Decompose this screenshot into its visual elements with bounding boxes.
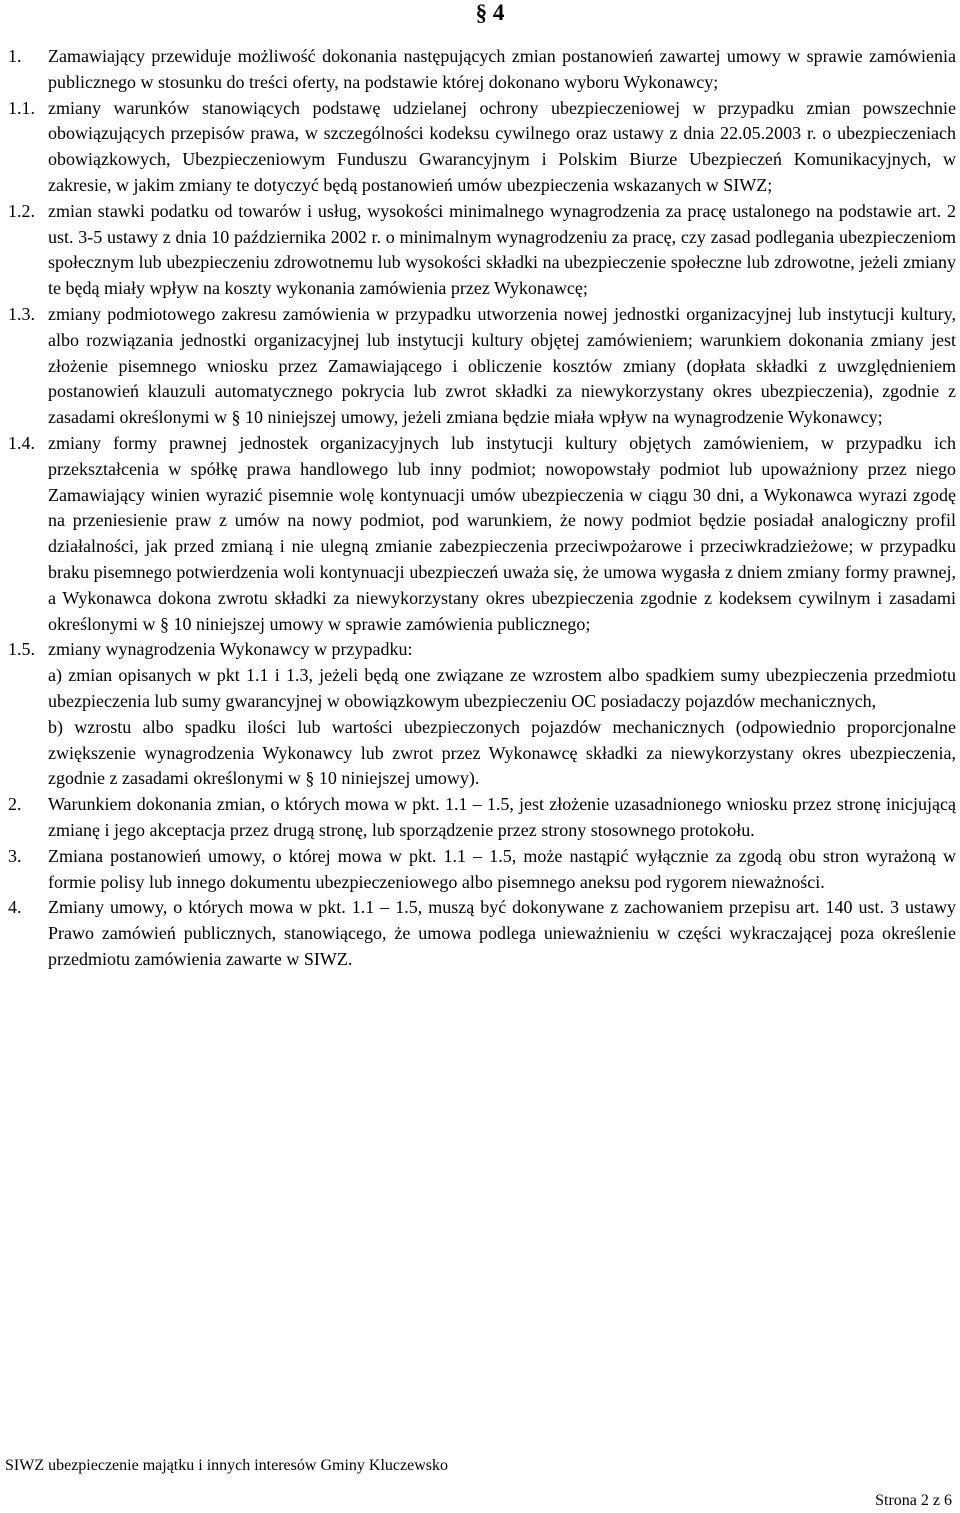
- item-text: zmiany formy prawnej jednostek organizacyjnych lub instytucji kultury objętych zamówieniem, w przypadku ich przekształcenia w spółkę prawa handlowego lub inny podmiot; nowopowstały podmiot lub upoważniony przez niego Zamawiający winien wyrazić pisemnie wolę kontynuacji umów ubezpieczenia w ciągu 30 dni, a Wykonawca wyrazi zgodę na przeniesienie praw z umów na nowy podmiot, pod warunkiem, że nowy podmiot będzie posiadał analogiczny profil działalności, jak przed zmianą i nie ulegną zmianie zabezpieczenia przeciwpożarowe i przeciwkradzieżowe; w przypadku braku pisemnego potwierdzenia woli kontynuacji ubezpieczeń uważa się, że umowa wygasła z dniem zmiany formy prawnej, a Wykonawca dokona zwrotu składki za niewykorzystany okres ubezpieczenia zgodnie z kodeksem cywilnym i zasadami określonymi w § 10 niniejszej umowy w sprawie zamówienia publicznego;: [48, 432, 956, 634]
- item-number: 2.: [8, 794, 22, 815]
- page-number: Strona 2 z 6: [875, 1492, 952, 1509]
- sub-item-label: a): [48, 665, 62, 686]
- sub-item-text: wzrostu albo spadku ilości lub wartości ubezpieczonych pojazdów mechanicznych (odpowiednio proporcjonalne zwiększenie wynagrodzenia Wykonawcy lub zwrot przez Wykonawcę składki za niewykorzystany okres ubezpieczenia, zgodnie z zasadami określonymi w § 10 niniejszej umowy).: [48, 716, 956, 789]
- list-item-1-1: [8, 96, 956, 199]
- list-item-1-2: [8, 199, 956, 302]
- item-text: Zamawiający przewiduje możliwość dokonania następujących zmian postanowień zawartej umowy w sprawie zamówienia publicznego w stosunku do treści oferty, na podstawie której dokonano wyboru Wykonawcy;: [48, 46, 956, 92]
- list-item-2: [8, 792, 956, 844]
- item-text: zmiany wynagrodzenia Wykonawcy w przypadku:: [48, 639, 413, 660]
- item-text: Zmiana postanowień umowy, o której mowa w pkt. 1.1 – 1.5, może nastąpić wyłącznie za zgodą obu stron wyrażoną w formie polisy lub innego dokumentu ubezpieczeniowego albo pisemnego aneksu pod rygorem nieważności.: [48, 845, 956, 892]
- footer-document-title: SIWZ ubezpieczenie majątku i innych interesów Gminy Kluczewsko: [5, 1457, 448, 1474]
- item-number: 1.4.: [8, 432, 35, 453]
- sub-item-label: b): [48, 716, 63, 737]
- section-title: § 4: [475, 0, 505, 25]
- item-number: 3.: [8, 845, 22, 866]
- list-item-1-3: [8, 302, 956, 431]
- item-text: zmian stawki podatku od towarów i usług, wysokości minimalnego wynagrodzenia za pracę ustalonego na podstawie art. 2 ust. 3-5 ustawy z dnia 10 października 2002 r. o minimalnym wynagrodzeniu za pracę, czy zasad podlegania ubezpieczeniom społecznym lub ubezpieczeniu zdrowotnemu lub wysokości składki na ubezpieczenie społeczne lub zdrowotne, jeżeli zmiany te będą miały wpływ na koszty wykonania zamówienia przez Wykonawcę;: [48, 200, 956, 299]
- item-number: 1.1.: [8, 97, 35, 118]
- item-text: Warunkiem dokonania zmian, o których mowa w pkt. 1.1 – 1.5, jest złożenie uzasadnionego wniosku przez stronę inicjującą zmianę i jego akceptacja przez drugą stronę, lub sporządzenie przez strony stosownego protokołu.: [48, 794, 956, 840]
- list-item-3: [8, 844, 956, 896]
- sub-item-b: [48, 715, 956, 792]
- item-number: 1.2.: [8, 200, 35, 221]
- item-number: 1.5.: [8, 639, 35, 660]
- list-item-1-5: [8, 637, 956, 663]
- document-body: [8, 44, 956, 973]
- item-number: 4.: [8, 897, 22, 918]
- list-item-1-4: [8, 431, 956, 637]
- item-text: Zmiany umowy, o których mowa w pkt. 1.1 – 1.5, muszą być dokonywane z zachowaniem przepisu art. 140 ust. 3 ustawy Prawo zamówień publicznych, stanowiącego, że umowa podlega unieważnieniu w części wykraczającej poza określenie przedmiotu zamówienia zawarte w SIWZ.: [48, 897, 956, 969]
- item-number: 1.3.: [8, 303, 35, 324]
- list-item-4: [8, 895, 956, 972]
- item-text: zmiany warunków stanowiących podstawę udzielanej ochrony ubezpieczeniowej w przypadku zmian powszechnie obowiązujących przepisów prawa, w szczególności kodeksu cywilnego oraz ustawy z dnia 22.05.2003 r. o ubezpieczeniach obowiązkowych, Ubezpieczeniowym Funduszu Gwarancyjnym i Polskim Biurze Ubezpieczeń Komunikacyjnych, w zakresie, w jakim zmiany te dotyczyć będą postanowień umów ubezpieczenia wskazanych w SIWZ;: [48, 97, 956, 195]
- list-item-1: [8, 44, 956, 96]
- item-number: 1.: [8, 46, 22, 66]
- sub-item-a: [48, 663, 956, 715]
- item-text: zmiany podmiotowego zakresu zamówienia w przypadku utworzenia nowej jednostki organizacyjnej lub instytucji kultury, albo rozwiązania jednostki organizacyjnej lub instytucji kultury objętej zamówieniem; warunkiem dokonania zmiany jest złożenie pisemnego wniosku przez Zamawiającego i obliczenie kosztów zmiany (dopłata składki z uwzględnieniem postanowień klauzuli automatycznego pokrycia lub zwrot składki za niewykorzystany okres ubezpieczenia), zgodnie z zasadami określonymi w § 10 niniejszej umowy, jeżeli zmiana będzie miała wpływ na wynagrodzenie Wykonawcy;: [48, 303, 956, 428]
- sub-item-text: zmian opisanych w pkt 1.1 i 1.3, jeżeli będą one związane ze wzrostem albo spadkiem sumy ubezpieczenia przedmiotu ubezpieczenia lub sumy gwarancyjnej w obowiązkowym ubezpieczeniu OC posiadaczy pojazdów mechanicznych,: [48, 665, 956, 711]
